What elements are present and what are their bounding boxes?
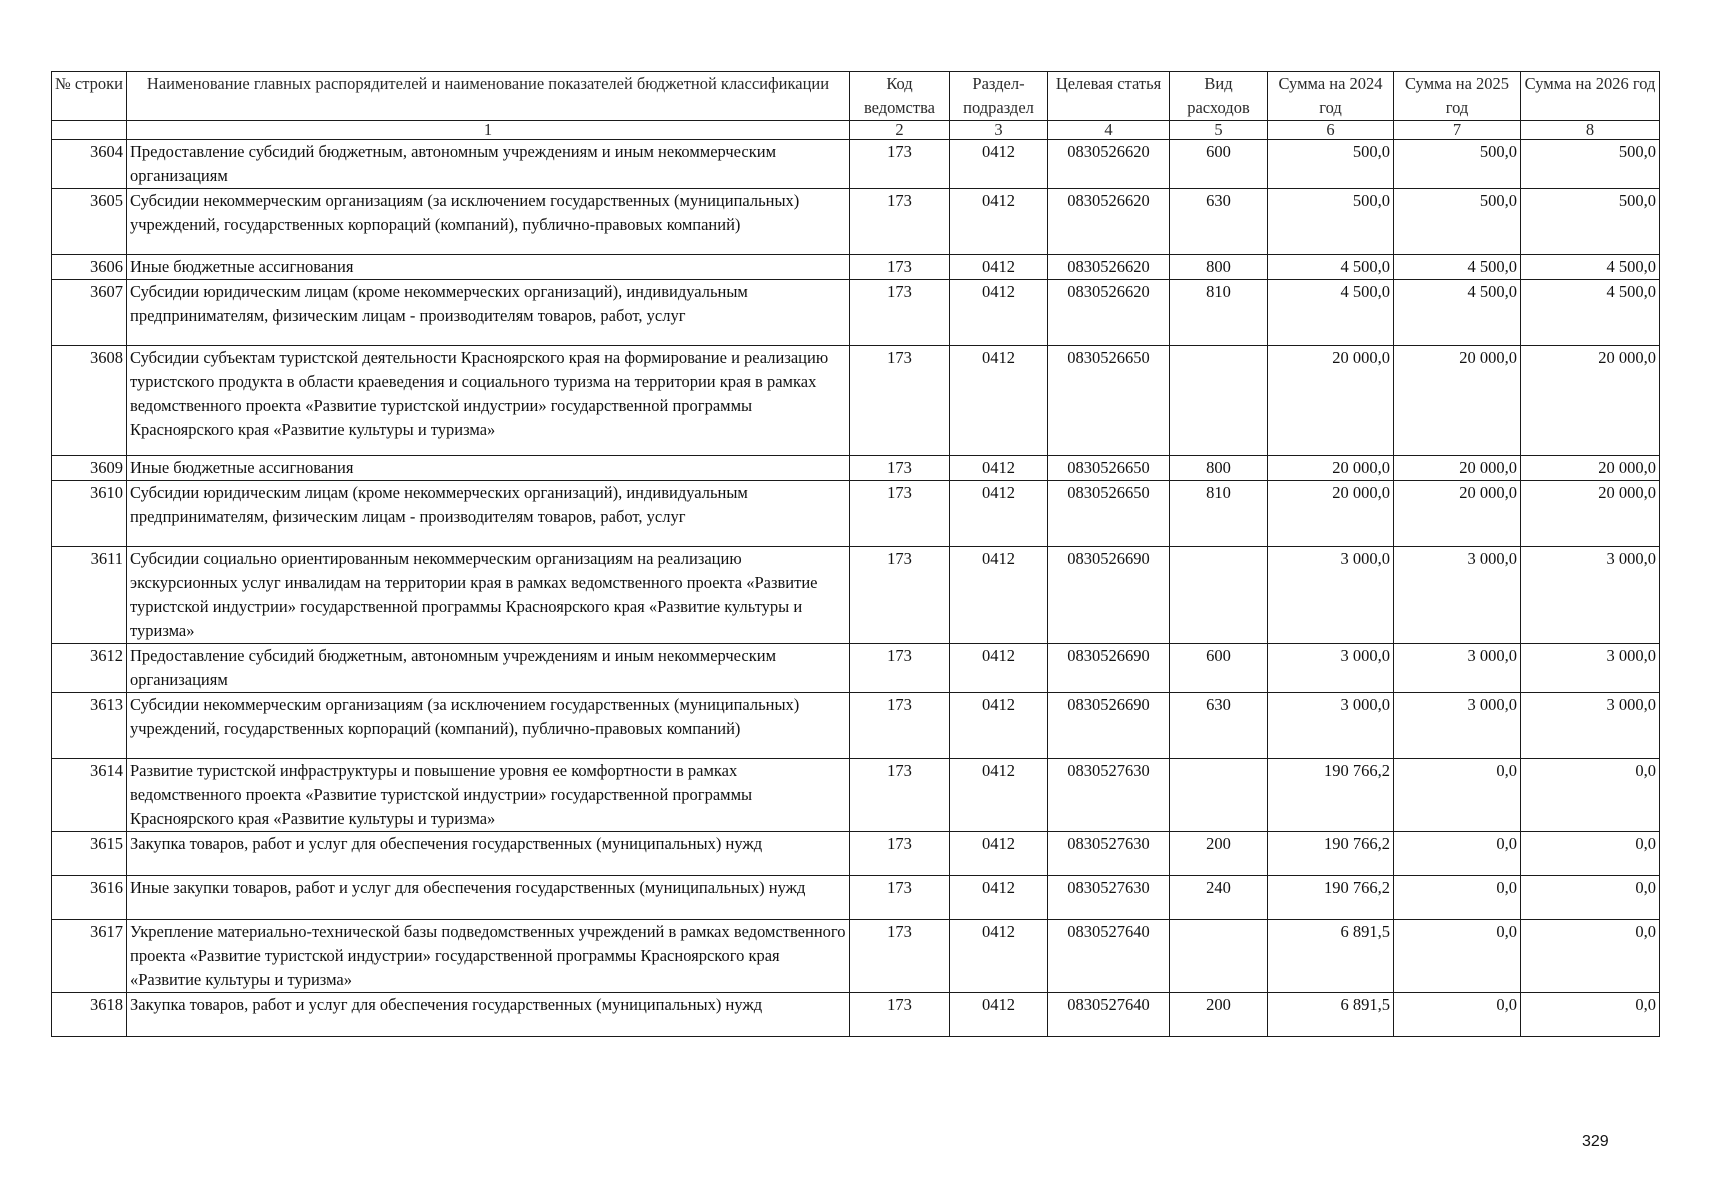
expense-type-cell <box>1170 759 1268 832</box>
sum-2024-cell: 20 000,0 <box>1268 456 1394 481</box>
expense-type-cell: 800 <box>1170 456 1268 481</box>
column-number: 5 <box>1170 121 1268 140</box>
target-article-cell: 0830527640 <box>1048 920 1170 993</box>
table-row <box>52 547 1660 644</box>
row-number-cell: 3611 <box>52 547 127 644</box>
expense-type-cell: 810 <box>1170 481 1268 547</box>
target-article-cell: 0830526620 <box>1048 280 1170 346</box>
table-row <box>52 280 1660 346</box>
sum-2025-cell: 0,0 <box>1394 876 1521 920</box>
indicator-name-cell: Субсидии некоммерческим организациям (за исключением государственных (муниципальных) учреждений, государственных корпораций (компаний), публично-правовых компаний) <box>127 189 850 255</box>
sum-2024-cell: 3 000,0 <box>1268 547 1394 644</box>
dept-code-cell: 173 <box>850 832 950 876</box>
target-article-cell: 0830526690 <box>1048 644 1170 693</box>
indicator-name-cell: Развитие туристской инфраструктуры и повышение уровня ее комфортности в рамках ведомственного проекта «Развитие туристской индустрии» государственной программы Красноярского края «Развитие культуры и туризма» <box>127 759 850 832</box>
target-article-cell: 0830526650 <box>1048 456 1170 481</box>
indicator-name-cell: Иные бюджетные ассигнования <box>127 456 850 481</box>
target-article-cell: 0830527640 <box>1048 993 1170 1037</box>
table-row <box>52 876 1660 920</box>
section-code-cell: 0412 <box>950 547 1048 644</box>
sum-2026-cell: 0,0 <box>1521 993 1660 1037</box>
target-article-cell: 0830527630 <box>1048 832 1170 876</box>
table-row <box>52 140 1660 189</box>
header-sum-2025: Сумма на 2025 год <box>1394 72 1521 121</box>
table-row <box>52 346 1660 456</box>
section-code-cell: 0412 <box>950 876 1048 920</box>
row-number-cell: 3604 <box>52 140 127 189</box>
row-number-cell: 3615 <box>52 832 127 876</box>
expense-type-cell: 800 <box>1170 255 1268 280</box>
dept-code-cell: 173 <box>850 876 950 920</box>
row-number-cell: 3616 <box>52 876 127 920</box>
sum-2025-cell: 0,0 <box>1394 759 1521 832</box>
table-row <box>52 920 1660 993</box>
header-name: Наименование главных распорядителей и наименование показателей бюджетной классификации <box>127 72 850 121</box>
dept-code-cell: 173 <box>850 189 950 255</box>
section-code-cell: 0412 <box>950 255 1048 280</box>
sum-2025-cell: 500,0 <box>1394 189 1521 255</box>
expense-type-cell <box>1170 346 1268 456</box>
sum-2024-cell: 3 000,0 <box>1268 644 1394 693</box>
expense-type-cell <box>1170 547 1268 644</box>
column-number: 3 <box>950 121 1048 140</box>
row-number-cell: 3605 <box>52 189 127 255</box>
sum-2026-cell: 0,0 <box>1521 876 1660 920</box>
section-code-cell: 0412 <box>950 189 1048 255</box>
indicator-name-cell: Субсидии некоммерческим организациям (за исключением государственных (муниципальных) учреждений, государственных корпораций (компаний), публично-правовых компаний) <box>127 693 850 759</box>
section-code-cell: 0412 <box>950 140 1048 189</box>
sum-2025-cell: 20 000,0 <box>1394 481 1521 547</box>
section-code-cell: 0412 <box>950 481 1048 547</box>
expense-type-cell: 200 <box>1170 832 1268 876</box>
dept-code-cell: 173 <box>850 693 950 759</box>
dept-code-cell: 173 <box>850 920 950 993</box>
table-row <box>52 644 1660 693</box>
sum-2026-cell: 3 000,0 <box>1521 693 1660 759</box>
sum-2024-cell: 20 000,0 <box>1268 346 1394 456</box>
column-number <box>52 121 127 140</box>
row-number-cell: 3606 <box>52 255 127 280</box>
sum-2024-cell: 4 500,0 <box>1268 280 1394 346</box>
sum-2024-cell: 190 766,2 <box>1268 759 1394 832</box>
dept-code-cell: 173 <box>850 255 950 280</box>
sum-2026-cell: 3 000,0 <box>1521 547 1660 644</box>
indicator-name-cell: Закупка товаров, работ и услуг для обеспечения государственных (муниципальных) нужд <box>127 993 850 1037</box>
expense-type-cell: 630 <box>1170 189 1268 255</box>
table-row <box>52 693 1660 759</box>
table-row <box>52 481 1660 547</box>
sum-2024-cell: 3 000,0 <box>1268 693 1394 759</box>
header-sum-2026: Сумма на 2026 год <box>1521 72 1660 121</box>
sum-2026-cell: 4 500,0 <box>1521 280 1660 346</box>
row-number-cell: 3609 <box>52 456 127 481</box>
table-row <box>52 189 1660 255</box>
table-row <box>52 456 1660 481</box>
table-row <box>52 832 1660 876</box>
column-number: 6 <box>1268 121 1394 140</box>
dept-code-cell: 173 <box>850 993 950 1037</box>
budget-table-sheet <box>51 71 1659 1037</box>
sum-2026-cell: 4 500,0 <box>1521 255 1660 280</box>
sum-2026-cell: 500,0 <box>1521 189 1660 255</box>
column-number: 4 <box>1048 121 1170 140</box>
expense-type-cell <box>1170 920 1268 993</box>
sum-2025-cell: 4 500,0 <box>1394 280 1521 346</box>
sum-2025-cell: 20 000,0 <box>1394 456 1521 481</box>
indicator-name-cell: Предоставление субсидий бюджетным, автономным учреждениям и иным некоммерческим организациям <box>127 140 850 189</box>
sum-2026-cell: 0,0 <box>1521 759 1660 832</box>
indicator-name-cell: Иные бюджетные ассигнования <box>127 255 850 280</box>
sum-2024-cell: 6 891,5 <box>1268 920 1394 993</box>
target-article-cell: 0830526650 <box>1048 481 1170 547</box>
section-code-cell: 0412 <box>950 993 1048 1037</box>
row-number-cell: 3614 <box>52 759 127 832</box>
indicator-name-cell: Субсидии юридическим лицам (кроме некоммерческих организаций), индивидуальным предпринимателям, физическим лицам - производителям товаров, работ, услуг <box>127 481 850 547</box>
sum-2025-cell: 4 500,0 <box>1394 255 1521 280</box>
indicator-name-cell: Закупка товаров, работ и услуг для обеспечения государственных (муниципальных) нужд <box>127 832 850 876</box>
section-code-cell: 0412 <box>950 832 1048 876</box>
table-row <box>52 759 1660 832</box>
section-code-cell: 0412 <box>950 644 1048 693</box>
table-row <box>52 993 1660 1037</box>
row-number-cell: 3610 <box>52 481 127 547</box>
sum-2025-cell: 20 000,0 <box>1394 346 1521 456</box>
expense-type-cell: 630 <box>1170 693 1268 759</box>
indicator-name-cell: Субсидии субъектам туристской деятельности Красноярского края на формирование и реализацию туристского продукта в области краеведения и социального туризма на территории края в рамках ведомственного проекта «Развитие туристской индустрии» государственной программы Красноярского края «Развитие культуры и туризма» <box>127 346 850 456</box>
target-article-cell: 0830526620 <box>1048 189 1170 255</box>
expense-type-cell: 600 <box>1170 140 1268 189</box>
dept-code-cell: 173 <box>850 759 950 832</box>
sum-2026-cell: 20 000,0 <box>1521 346 1660 456</box>
budget-table <box>51 71 1660 1037</box>
sum-2024-cell: 6 891,5 <box>1268 993 1394 1037</box>
indicator-name-cell: Субсидии социально ориентированным некоммерческим организациям на реализацию экскурсионных услуг инвалидам на территории края в рамках ведомственного проекта «Развитие туристской индустрии» государственной программы Красноярского края «Развитие культуры и туризма» <box>127 547 850 644</box>
section-code-cell: 0412 <box>950 346 1048 456</box>
table-row <box>52 255 1660 280</box>
indicator-name-cell: Предоставление субсидий бюджетным, автономным учреждениям и иным некоммерческим организациям <box>127 644 850 693</box>
dept-code-cell: 173 <box>850 280 950 346</box>
dept-code-cell: 173 <box>850 547 950 644</box>
section-code-cell: 0412 <box>950 456 1048 481</box>
row-number-cell: 3608 <box>52 346 127 456</box>
column-number: 1 <box>127 121 850 140</box>
sum-2026-cell: 500,0 <box>1521 140 1660 189</box>
sum-2026-cell: 20 000,0 <box>1521 456 1660 481</box>
column-number: 8 <box>1521 121 1660 140</box>
sum-2026-cell: 20 000,0 <box>1521 481 1660 547</box>
expense-type-cell: 810 <box>1170 280 1268 346</box>
target-article-cell: 0830526690 <box>1048 693 1170 759</box>
expense-type-cell: 240 <box>1170 876 1268 920</box>
header-expense-type: Вид расходов <box>1170 72 1268 121</box>
sum-2024-cell: 500,0 <box>1268 189 1394 255</box>
sum-2025-cell: 3 000,0 <box>1394 547 1521 644</box>
dept-code-cell: 173 <box>850 644 950 693</box>
expense-type-cell: 600 <box>1170 644 1268 693</box>
indicator-name-cell: Субсидии юридическим лицам (кроме некоммерческих организаций), индивидуальным предпринимателям, физическим лицам - производителям товаров, работ, услуг <box>127 280 850 346</box>
sum-2025-cell: 500,0 <box>1394 140 1521 189</box>
sum-2025-cell: 0,0 <box>1394 993 1521 1037</box>
row-number-cell: 3612 <box>52 644 127 693</box>
header-row-number: № строки <box>52 72 127 121</box>
section-code-cell: 0412 <box>950 759 1048 832</box>
sum-2025-cell: 0,0 <box>1394 832 1521 876</box>
target-article-cell: 0830527630 <box>1048 876 1170 920</box>
indicator-name-cell: Укрепление материально-технической базы подведомственных учреждений в рамках ведомственного проекта «Развитие туристской индустрии» государственной программы Красноярского края «Развитие культуры и туризма» <box>127 920 850 993</box>
sum-2025-cell: 3 000,0 <box>1394 693 1521 759</box>
row-number-cell: 3613 <box>52 693 127 759</box>
target-article-cell: 0830526650 <box>1048 346 1170 456</box>
row-number-cell: 3617 <box>52 920 127 993</box>
row-number-cell: 3618 <box>52 993 127 1037</box>
dept-code-cell: 173 <box>850 456 950 481</box>
row-number-cell: 3607 <box>52 280 127 346</box>
sum-2024-cell: 4 500,0 <box>1268 255 1394 280</box>
section-code-cell: 0412 <box>950 280 1048 346</box>
sum-2025-cell: 3 000,0 <box>1394 644 1521 693</box>
column-number: 7 <box>1394 121 1521 140</box>
header-dept-code: Код ведомства <box>850 72 950 121</box>
header-target-article: Целевая статья <box>1048 72 1170 121</box>
section-code-cell: 0412 <box>950 920 1048 993</box>
sum-2026-cell: 0,0 <box>1521 832 1660 876</box>
sum-2025-cell: 0,0 <box>1394 920 1521 993</box>
column-number: 2 <box>850 121 950 140</box>
header-row <box>52 72 1660 121</box>
sum-2024-cell: 190 766,2 <box>1268 832 1394 876</box>
sum-2026-cell: 3 000,0 <box>1521 644 1660 693</box>
sum-2024-cell: 190 766,2 <box>1268 876 1394 920</box>
indicator-name-cell: Иные закупки товаров, работ и услуг для обеспечения государственных (муниципальных) нужд <box>127 876 850 920</box>
target-article-cell: 0830526690 <box>1048 547 1170 644</box>
target-article-cell: 0830526620 <box>1048 255 1170 280</box>
page-number: 329 <box>1582 1133 1609 1150</box>
table-body <box>52 140 1660 1037</box>
column-number-row <box>52 121 1660 140</box>
header-section: Раздел-подраздел <box>950 72 1048 121</box>
target-article-cell: 0830527630 <box>1048 759 1170 832</box>
target-article-cell: 0830526620 <box>1048 140 1170 189</box>
dept-code-cell: 173 <box>850 346 950 456</box>
dept-code-cell: 173 <box>850 481 950 547</box>
section-code-cell: 0412 <box>950 693 1048 759</box>
header-sum-2024: Сумма на 2024 год <box>1268 72 1394 121</box>
sum-2026-cell: 0,0 <box>1521 920 1660 993</box>
expense-type-cell: 200 <box>1170 993 1268 1037</box>
dept-code-cell: 173 <box>850 140 950 189</box>
sum-2024-cell: 500,0 <box>1268 140 1394 189</box>
sum-2024-cell: 20 000,0 <box>1268 481 1394 547</box>
